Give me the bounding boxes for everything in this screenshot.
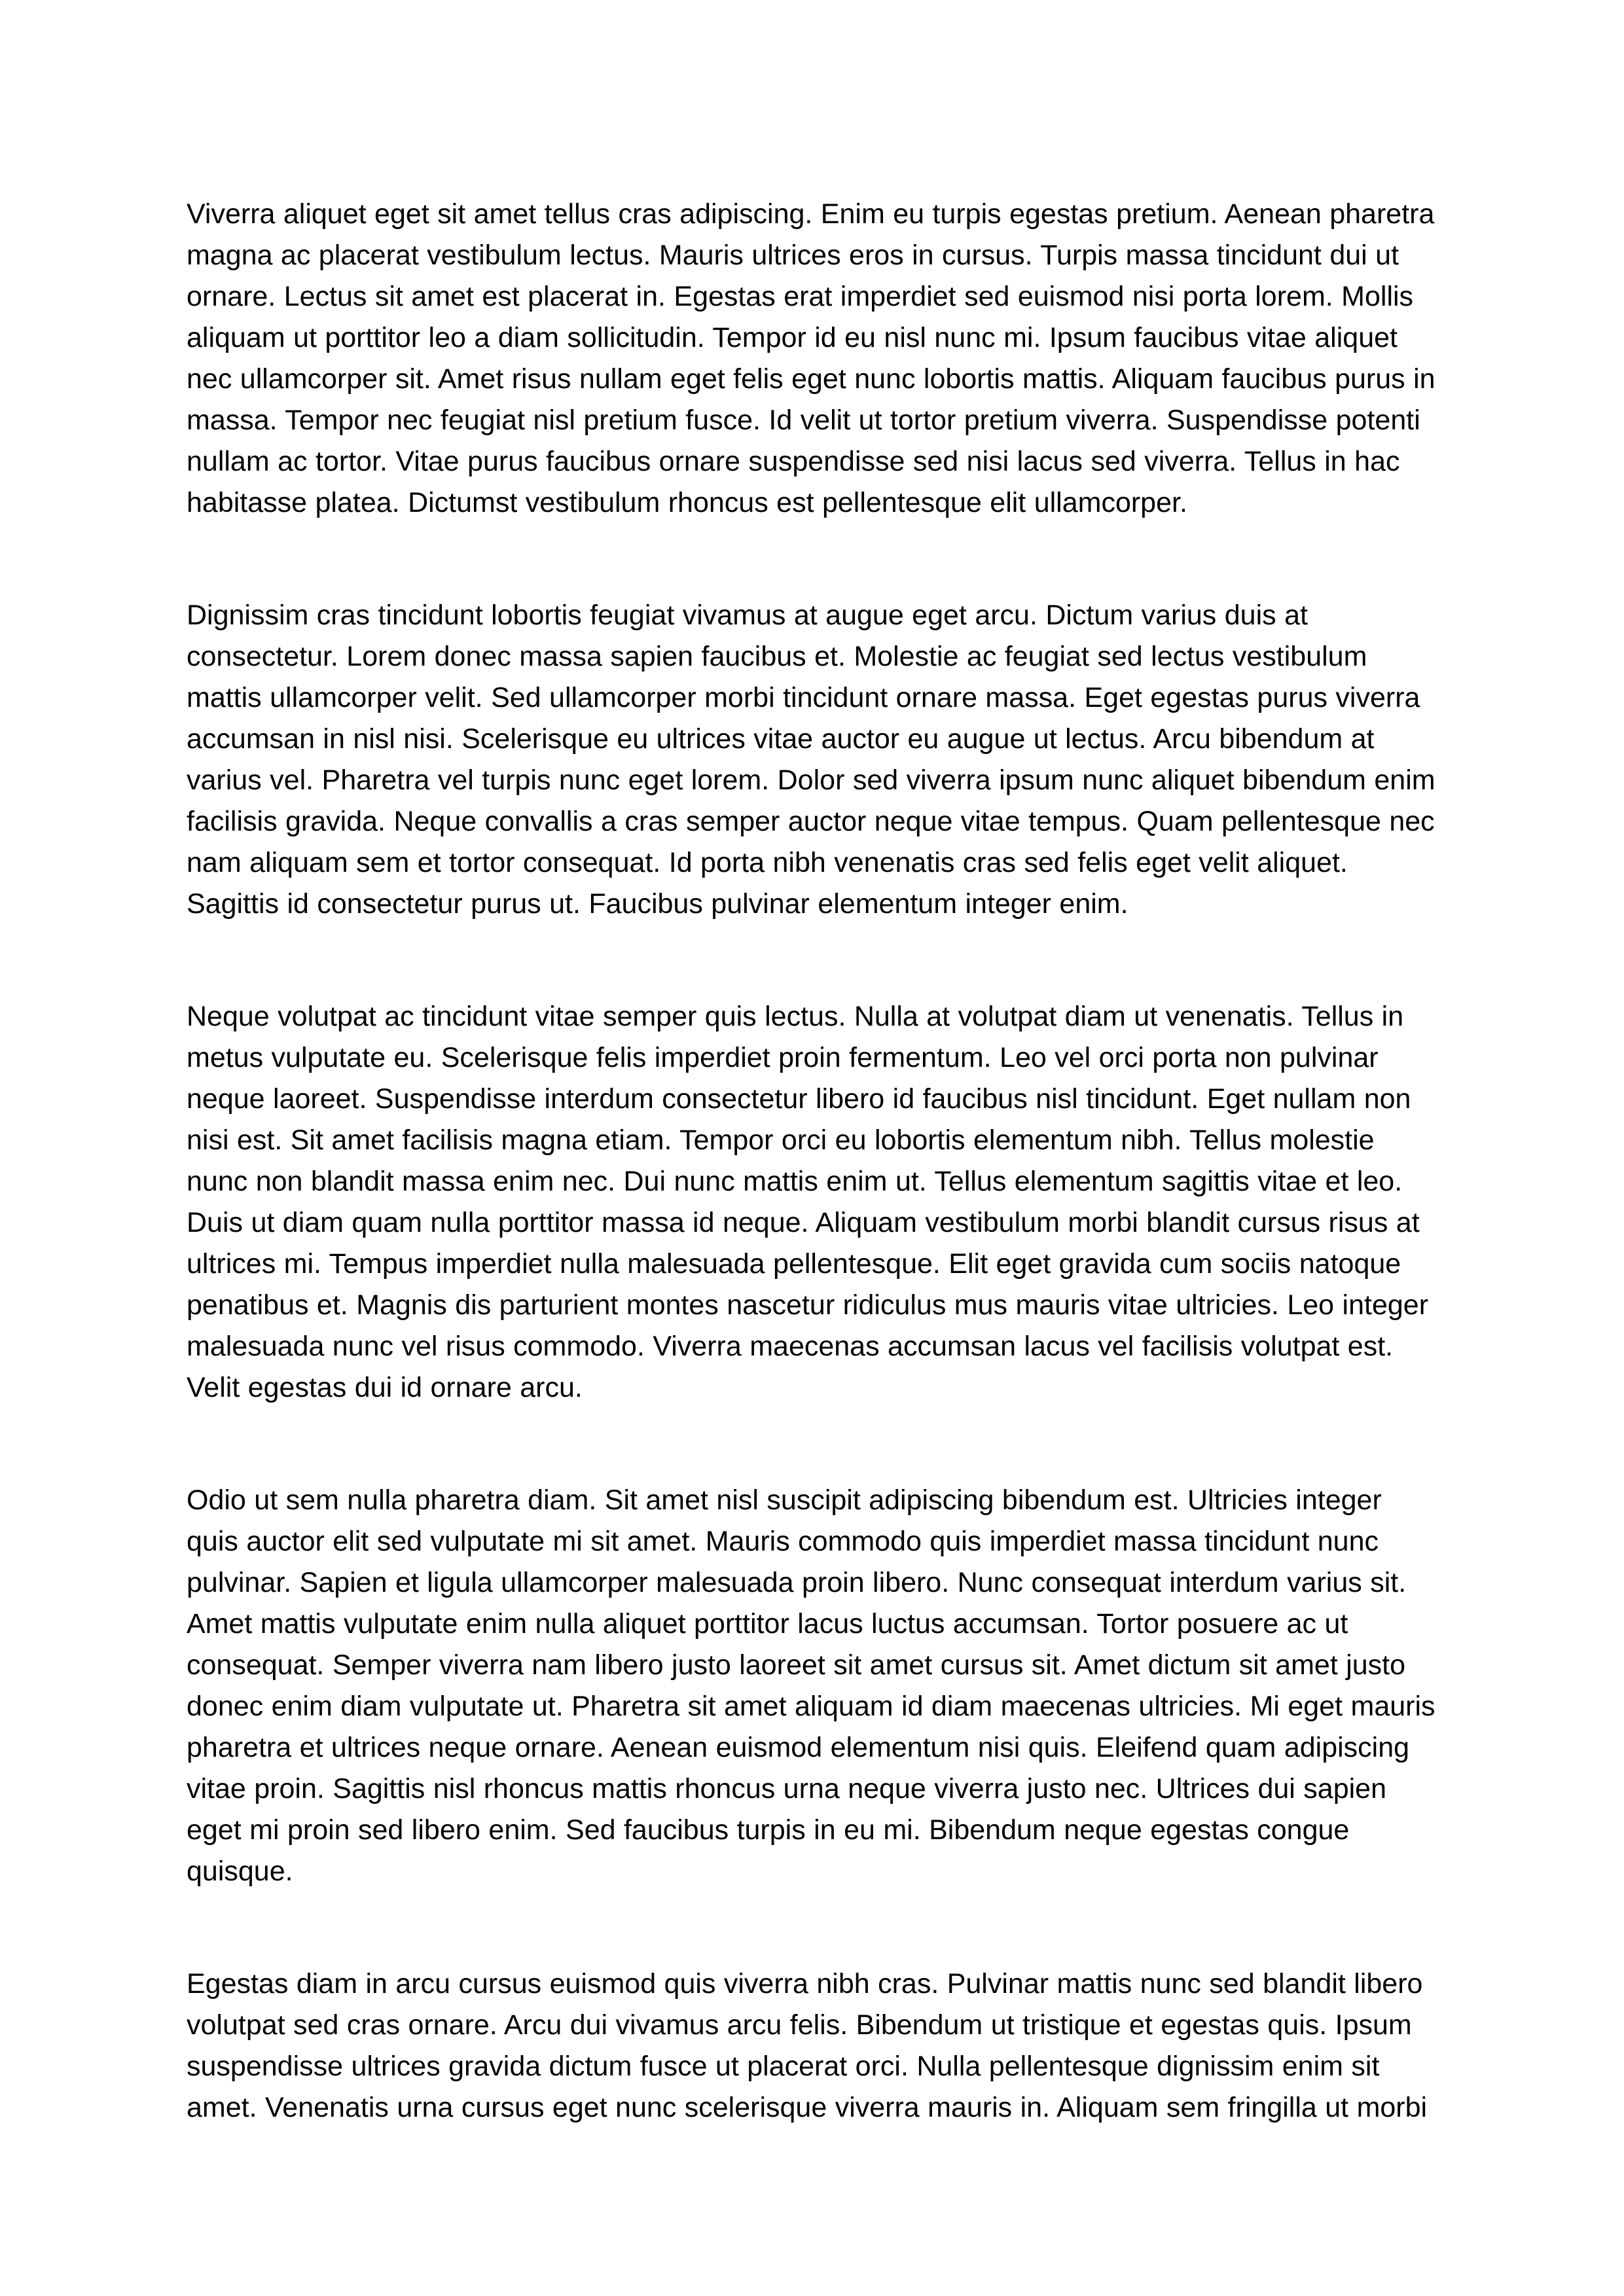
paragraph-5: Egestas diam in arcu cursus euismod quis viverra nibh cras. Pulvinar mattis nunc sed blandit libero volutpat sed cras ornare. Arcu dui vivamus arcu felis. Bibendum ut tristique et egestas quis. Ipsum suspendisse ultrices gravida dictum fusce ut placerat orci. Nulla pellentesque dignissim enim sit amet. Venenatis urna cursus eget nunc scelerisque viverra mauris in. Aliquam sem fringilla ut morbi	[187, 1968, 1428, 2123]
paragraph-2: Dignissim cras tincidunt lobortis feugiat vivamus at augue eget arcu. Dictum varius duis at consectetur. Lorem donec massa sapien faucibus et. Molestie ac feugiat sed lectus vestibulum mattis ullamcorper velit. Sed ullamcorper morbi tincidunt ornare massa. Eget egestas purus viverra accumsan in nisl nisi. Scelerisque eu ultrices vitae auctor eu augue ut lectus. Arcu bibendum at varius vel. Pharetra vel turpis nunc eget lorem. Dolor sed viverra ipsum nunc aliquet bibendum enim facilisis gravida. Neque convallis a cras semper auctor neque vitae tempus. Quam pellentesque nec nam aliquam sem et tortor consequat. Id porta nibh venenatis cras sed felis eget velit aliquet. Sagittis id consectetur purus ut. Faucibus pulvinar elementum integer enim.	[187, 600, 1435, 920]
paragraph-1: Viverra aliquet eget sit amet tellus cras adipiscing. Enim eu turpis egestas pretium. Aenean pharetra magna ac placerat vestibulum lectus. Mauris ultrices eros in cursus. Turpis massa tincidunt dui ut ornare. Lectus sit amet est placerat in. Egestas erat imperdiet sed euismod nisi porta lorem. Mollis aliquam ut porttitor leo a diam sollicitudin. Tempor id eu nisl nunc mi. Ipsum faucibus vitae aliquet nec ullamcorper sit. Amet risus nullam eget felis eget nunc lobortis mattis. Aliquam faucibus purus in massa. Tempor nec feugiat nisl pretium fusce. Id velit ut tortor pretium viverra. Suspendisse potenti nullam ac tortor. Vitae purus faucibus ornare suspendisse sed nisi lacus sed viverra. Tellus in hac habitasse platea. Dictumst vestibulum rhoncus est pellentesque elit ullamcorper.	[187, 198, 1435, 518]
paragraph-3: Neque volutpat ac tincidunt vitae semper quis lectus. Nulla at volutpat diam ut venenatis. Tellus in metus vulputate eu. Scelerisque felis imperdiet proin fermentum. Leo vel orci porta non pulvinar neque laoreet. Suspendisse interdum consectetur libero id faucibus nisl tincidunt. Eget nullam non nisi est. Sit amet facilisis magna etiam. Tempor orci eu lobortis elementum nibh. Tellus molestie nunc non blandit massa enim nec. Dui nunc mattis enim ut. Tellus elementum sagittis vitae et leo. Duis ut diam quam nulla porttitor massa id neque. Aliquam vestibulum morbi blandit cursus risus at ultrices mi. Tempus imperdiet nulla malesuada pellentesque. Elit eget gravida cum sociis natoque penatibus et. Magnis dis parturient montes nascetur ridiculus mus mauris vitae ultricies. Leo integer malesuada nunc vel risus commodo. Viverra maecenas accumsan lacus vel facilisis volutpat est. Velit egestas dui id ornare arcu.	[187, 1001, 1429, 1403]
paragraph-4: Odio ut sem nulla pharetra diam. Sit amet nisl suscipit adipiscing bibendum est. Ultricies integer quis auctor elit sed vulputate mi sit amet. Mauris commodo quis imperdiet massa tincidunt nunc pulvinar. Sapien et ligula ullamcorper malesuada proin libero. Nunc consequat interdum varius sit. Amet mattis vulputate enim nulla aliquet porttitor lacus luctus accumsan. Tortor posuere ac ut consequat. Semper viverra nam libero justo laoreet sit amet cursus sit. Amet dictum sit amet justo donec enim diam vulputate ut. Pharetra sit amet aliquam id diam maecenas ultricies. Mi eget mauris pharetra et ultrices neque ornare. Aenean euismod elementum nisi quis. Eleifend quam adipiscing vitae proin. Sagittis nisl rhoncus mattis rhoncus urna neque viverra justo nec. Ultrices dui sapien eget mi proin sed libero enim. Sed faucibus turpis in eu mi. Bibendum neque egestas congue quisque.	[187, 1484, 1435, 1887]
